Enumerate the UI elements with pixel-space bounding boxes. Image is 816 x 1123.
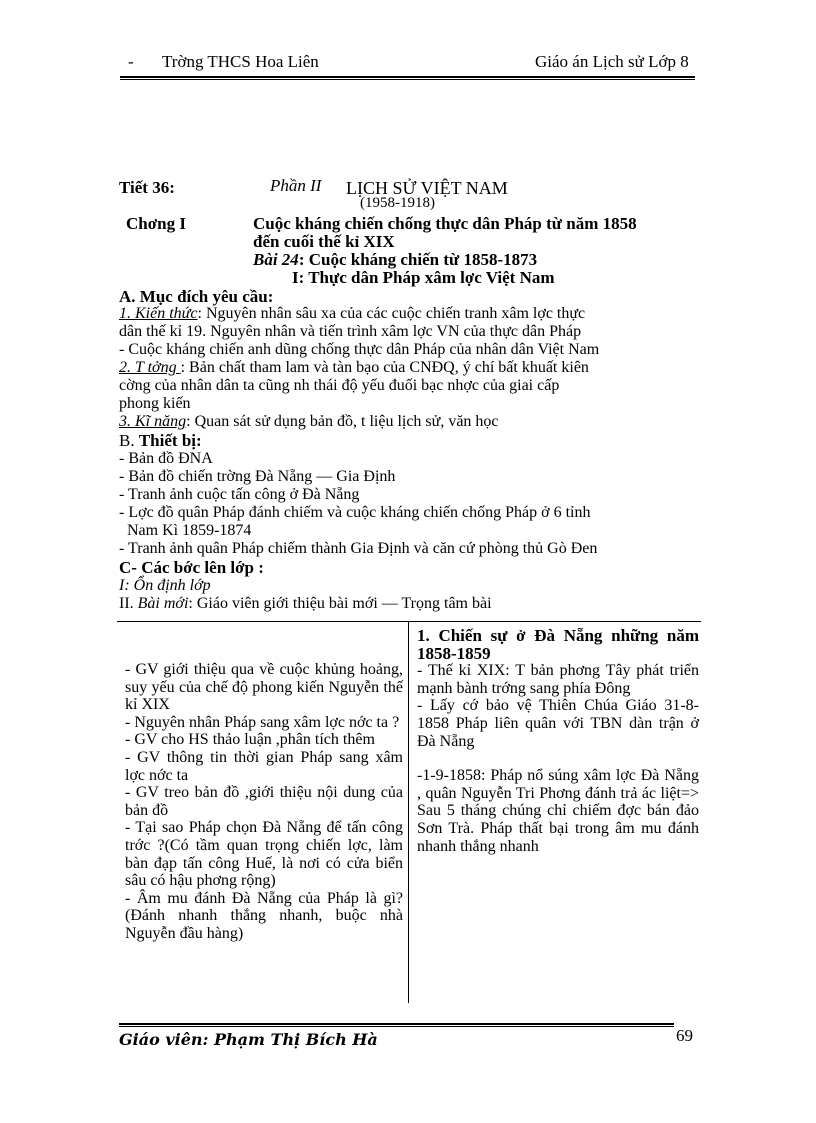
table-right-heading: 1. Chiến sự ở Đà Nẵng những năm 1858-1859 — [417, 626, 699, 663]
footer-teacher: Giáo viên: Phạm Thị Bích Hà — [119, 1030, 378, 1049]
table-left-item: - Tại sao Pháp chọn Đà Nẵng để tấn công trớc ?(Có tầm quan trọng chiến lợc, làm bàn đạp tấn công Huế, là nơi có cửa biển sâu có hậu phơng rộng) — [125, 819, 403, 890]
thought-label: 2. T tởng — [119, 359, 181, 376]
table-left-item: - GV giới thiệu qua về cuộc khủng hoảng, suy yếu của chế độ phong kiến Nguyễn thế kỉ XIX — [125, 661, 403, 714]
table-column-divider — [408, 621, 409, 1003]
equipment-item: - Tranh ảnh cuộc tấn công ở Đà Nẵng — [119, 486, 360, 503]
thought-line2: cờng của nhân dân ta cũng nh thái độ yếu đuối bạc nhợc của giai cấp — [119, 377, 560, 394]
section-a-heading: A. Mục đích yêu cầu: — [119, 287, 274, 306]
step-stabilize: I: Ổn định lớp — [119, 577, 211, 594]
chapter-title-line2: đến cuối thế kỉ XIX — [253, 232, 395, 251]
header-dash: - — [128, 52, 134, 71]
footer-rule — [119, 1023, 674, 1025]
header-school: Trờng THCS Hoa Liên — [162, 52, 319, 71]
footer-rule-thin — [119, 1026, 674, 1027]
page-number: 69 — [676, 1026, 693, 1045]
chapter-label: Chơng I — [126, 214, 186, 233]
section-title: I: Thực dân Pháp xâm lợc Việt Nam — [292, 268, 555, 287]
lesson-label: Bài 24 — [253, 250, 299, 269]
table-left-item: - GV treo bản đồ ,giới thiệu nội dung của bản đồ — [125, 784, 403, 819]
thought-line1: 2. T tởng : Bản chất tham lam và tàn bạo của CNĐQ, ý chí bất khuất kiên — [119, 359, 589, 376]
header-subject: Giáo án Lịch sử Lớp 8 — [535, 52, 689, 71]
lesson-heading — [253, 250, 537, 270]
lesson-content — [417, 627, 699, 855]
section-c-heading: C- Các bớc lên lớp : — [119, 558, 264, 577]
table-right-item: - Lấy cớ bảo vệ Thiên Chúa Giáo 31-8-1858 Pháp liên quân với TBN dàn trận ở Đà Nẵng — [417, 697, 699, 750]
step-new-lesson: II. Bài mới: Giáo viên giới thiệu bài mới — Trọng tâm bài — [119, 595, 492, 612]
activity-table — [117, 621, 701, 1006]
equipment-item: - Tranh ảnh quân Pháp chiếm thành Gia Định và căn cứ phòng thủ Gò Đen — [119, 540, 598, 557]
section-b-heading: B. Thiết bị: — [119, 431, 202, 450]
table-right-item: -1-9-1858: Pháp nổ súng xâm lợc Đà Nẵng , quân Nguyễn Tri Phơng đánh trả ác liệt=> Sau 5 tháng chúng chỉ chiếm đợc bán đảo Sơn Trà. Pháp thất bại trong âm mu đánh nhanh thắng nhanh — [417, 767, 699, 855]
table-right-item: - Thế kỉ XIX: T bản phơng Tây phát triển mạnh bành trớng sang phía Đông — [417, 662, 699, 697]
lesson-part: Phần II — [270, 176, 322, 195]
table-left-item: - Âm mu đánh Đà Nẵng của Pháp là gì? (Đánh nhanh thắng nhanh, buộc nhà Nguyễn đầu hàng) — [125, 889, 403, 942]
lesson-period: Tiết 36: — [119, 178, 175, 197]
knowledge-line1: 1. Kiến thức: Nguyên nhân sâu xa của các cuộc chiến tranh xâm lợc thực — [119, 305, 586, 322]
knowledge-line3: - Cuộc kháng chiến anh dũng chống thực dân Pháp của nhân dân Việt Nam — [119, 341, 600, 358]
thought-line3: phong kiến — [119, 395, 191, 412]
knowledge-line2: dân thế kỉ 19. Nguyên nhân và tiến trình xâm lợc VN của thực dân Pháp — [119, 323, 582, 340]
equipment-item: Nam Kì 1859-1874 — [119, 522, 252, 539]
lesson-part-years: (1958-1918) — [360, 195, 435, 211]
header-rule-thin — [120, 79, 695, 80]
chapter-title-line1: Cuộc kháng chiến chống thực dân Pháp từ năm 1858 — [253, 214, 637, 233]
header-rule — [120, 76, 695, 78]
knowledge-label: 1. Kiến thức — [119, 305, 198, 322]
table-left-item: - GV thông tin thời gian Pháp sang xâm lợc nớc ta — [125, 748, 403, 784]
equipment-item: - Bản đồ chiến trờng Đà Nẵng — Gia Định — [119, 468, 396, 485]
skills-label: 3. Kĩ năng — [119, 413, 187, 430]
lesson-part-title: LỊCH SỬ VIỆT NAM — [346, 178, 508, 198]
table-left-item: - GV cho HS thảo luận ,phân tích thêm — [125, 731, 375, 749]
equipment-item: - Lợc đồ quân Pháp đánh chiếm và cuộc kháng chiến chống Pháp ở 6 tỉnh — [119, 504, 591, 521]
equipment-item: - Bản đồ ĐNA — [119, 450, 213, 467]
table-left-item: - Nguyên nhân Pháp sang xâm lợc nớc ta ? — [125, 713, 400, 731]
lesson-title: : Cuộc kháng chiến từ 1858-1873 — [298, 250, 538, 269]
table-top-border — [117, 621, 701, 622]
teacher-activities — [125, 661, 403, 943]
skills-line: 3. Kĩ năng: Quan sát sử dụng bản đồ, t liệu lịch sử, văn học — [119, 413, 499, 430]
